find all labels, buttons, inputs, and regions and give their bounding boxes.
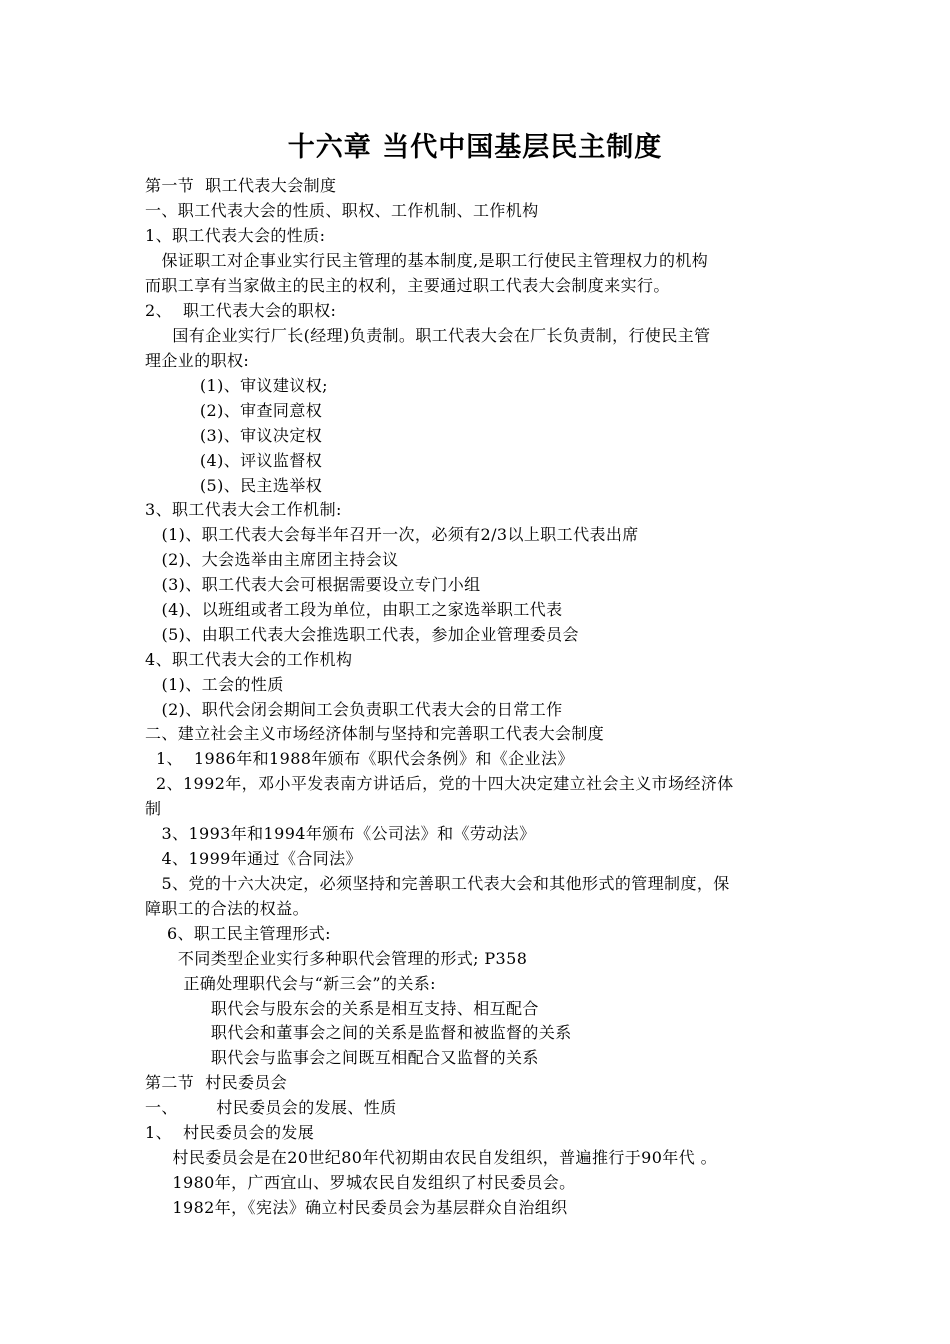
text-line: 1、 1986年和1988年颁布《职代会条例》和《企业法》 — [145, 749, 574, 768]
text-line: 2、 职工代表大会的职权: — [145, 301, 337, 320]
text-line: 3、职工代表大会工作机制: — [145, 500, 342, 519]
text-line: 1、职工代表大会的性质: — [145, 226, 326, 245]
text-line: 二、建立社会主义市场经济体制与坚持和完善职工代表大会制度 — [145, 724, 605, 743]
text-line: 理企业的职权: — [145, 351, 250, 370]
text-line: (5)、民主选举权 — [145, 476, 323, 495]
text-line: 国有企业实行厂长(经理)负责制。职工代表大会在厂长负责制，行使民主管 — [145, 326, 711, 345]
text-line: (2)、审查同意权 — [145, 401, 323, 420]
text-line: (4)、以班组或者工段为单位，由职工之家选举职工代表 — [145, 600, 563, 619]
text-line: 职代会与监事会之间既互相配合又监督的关系 — [145, 1048, 539, 1067]
text-line: 保证职工对企事业实行民主管理的基本制度,是职工行使民主管理权力的机构 — [145, 251, 709, 270]
text-line: 障职工的合法的权益。 — [145, 899, 310, 918]
text-line: (2)、职代会闭会期间工会负责职工代表大会的日常工作 — [145, 700, 563, 719]
text-line: (3)、职工代表大会可根据需要设立专门小组 — [145, 575, 481, 594]
text-line: 3、1993年和1994年颁布《公司法》和《劳动法》 — [145, 824, 536, 843]
text-line: 4、1999年通过《合同法》 — [145, 849, 362, 868]
text-line: 职代会与股东会的关系是相互支持、相互配合 — [145, 999, 539, 1018]
text-line: 正确处理职代会与“新三会”的关系: — [145, 974, 436, 993]
text-line: 5、党的十六大决定，必须坚持和完善职工代表大会和其他形式的管理制度，保 — [145, 874, 730, 893]
text-line: 第二节 村民委员会 — [145, 1073, 288, 1092]
text-line: 而职工享有当家做主的民主的权利，主要通过职工代表大会制度来实行。 — [145, 276, 670, 295]
text-line: 1、 村民委员会的发展 — [145, 1123, 315, 1142]
text-line: (3)、审议决定权 — [145, 426, 323, 445]
text-line: 2、1992年，邓小平发表南方讲话后，党的十四大决定建立社会主义市场经济体 — [145, 774, 734, 793]
text-line: 1980年，广西宜山、罗城农民自发组织了村民委员会。 — [145, 1173, 576, 1192]
text-line: (1)、职工代表大会每半年召开一次，必须有2/3以上职工代表出席 — [145, 525, 639, 544]
text-line: 4、职工代表大会的工作机构 — [145, 650, 353, 669]
text-line: (1)、工会的性质 — [145, 675, 284, 694]
document-title: 十六章 当代中国基层民主制度 — [287, 132, 663, 163]
text-line: 一、职工代表大会的性质、职权、工作机制、工作机构 — [145, 201, 539, 220]
text-line: 村民委员会是在20世纪80年代初期由农民自发组织，普遍推行于90年代 。 — [145, 1148, 717, 1167]
text-line: 第一节 职工代表大会制度 — [145, 176, 337, 195]
text-line: 一、 村民委员会的发展、性质 — [145, 1098, 397, 1117]
text-line: (5)、由职工代表大会推选职工代表，参加企业管理委员会 — [145, 625, 579, 644]
text-line: 制 — [145, 799, 162, 818]
text-line: 不同类型企业实行多种职代会管理的形式; P358 — [145, 949, 528, 968]
text-line: (2)、大会选举由主席团主持会议 — [145, 550, 399, 569]
text-line: 6、职工民主管理形式: — [145, 924, 331, 943]
text-line: 1982年，《宪法》确立村民委员会为基层群众自治组织 — [145, 1198, 568, 1217]
text-line: (4)、评议监督权 — [145, 451, 323, 470]
text-line: 职代会和董事会之间的关系是监督和被监督的关系 — [145, 1023, 572, 1042]
text-line: (1)、审议建议权; — [145, 376, 328, 395]
